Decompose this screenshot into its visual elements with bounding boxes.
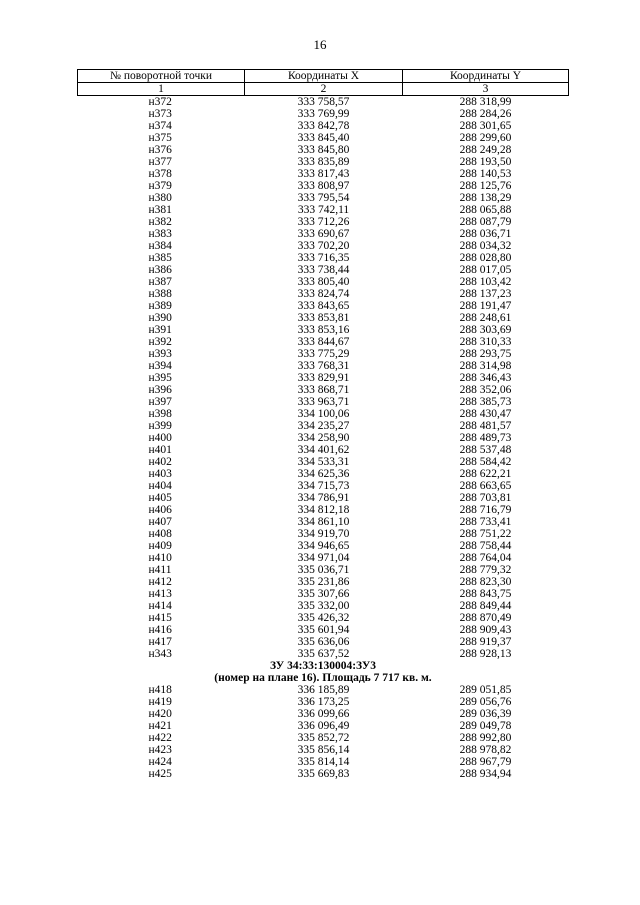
coordinate-x-cell: 333 853,16 <box>297 324 350 336</box>
coordinate-y-cell: 288 137,23 <box>459 288 512 300</box>
point-number-cell: н421 <box>148 720 172 732</box>
coordinate-y-cell: 288 249,28 <box>459 144 512 156</box>
coordinate-y-cell: 288 716,79 <box>459 504 512 516</box>
coordinate-y-cell: 288 103,42 <box>459 276 512 288</box>
point-number-cell: н404 <box>148 480 172 492</box>
table-row <box>78 420 569 432</box>
table-row <box>78 336 569 348</box>
point-number-cell: н378 <box>148 168 172 180</box>
coordinate-x-cell: 333 817,43 <box>297 168 350 180</box>
coordinate-y-cell: 288 537,48 <box>459 444 512 456</box>
table-row <box>78 168 569 180</box>
coordinate-x-cell: 333 844,67 <box>297 336 350 348</box>
coordinate-x-cell: 333 716,35 <box>297 252 350 264</box>
point-number-cell: н411 <box>148 564 172 576</box>
point-number-cell: н409 <box>148 540 172 552</box>
coordinate-x-cell: 335 332,00 <box>297 600 350 612</box>
section-title-row <box>78 660 569 672</box>
point-number-cell: н380 <box>148 192 172 204</box>
coordinate-x-cell: 335 601,94 <box>297 624 350 636</box>
point-number-cell: н343 <box>148 648 172 660</box>
point-number-cell: н403 <box>148 468 172 480</box>
coordinate-x-cell: 335 669,83 <box>297 768 350 780</box>
coordinate-y-cell: 288 992,80 <box>459 732 512 744</box>
point-number-cell: н395 <box>148 372 172 384</box>
coordinate-x-cell: 334 919,70 <box>297 528 350 540</box>
table-row <box>78 648 569 660</box>
table-row <box>78 252 569 264</box>
coordinate-x-cell: 334 715,73 <box>297 480 350 492</box>
table-row <box>78 312 569 324</box>
coordinate-x-cell: 334 625,36 <box>297 468 350 480</box>
coordinate-x-cell: 333 795,54 <box>297 192 350 204</box>
table-row <box>78 480 569 492</box>
coordinate-x-cell: 335 852,72 <box>297 732 350 744</box>
point-number-cell: н407 <box>148 516 172 528</box>
table-body-part2 <box>78 684 569 780</box>
coordinate-y-cell: 288 065,88 <box>459 204 512 216</box>
coordinate-x-cell: 333 769,99 <box>297 108 350 120</box>
coordinate-x-cell: 333 712,26 <box>297 216 350 228</box>
coordinate-x-cell: 334 235,27 <box>297 420 350 432</box>
table-row <box>78 612 569 624</box>
point-number-cell: н375 <box>148 132 172 144</box>
coordinate-x-cell: 333 824,74 <box>297 288 350 300</box>
coordinate-x-cell: 336 185,89 <box>297 684 350 696</box>
point-number-cell: н412 <box>148 576 172 588</box>
coordinate-y-cell: 288 318,99 <box>459 96 512 108</box>
coordinate-y-cell: 288 138,29 <box>459 192 512 204</box>
coordinate-y-cell: 288 764,04 <box>459 552 512 564</box>
table-row <box>78 96 569 109</box>
coordinate-x-cell: 333 768,31 <box>297 360 350 372</box>
coordinate-x-cell: 333 702,20 <box>297 240 350 252</box>
point-number-cell: н391 <box>148 324 172 336</box>
table-row <box>78 180 569 192</box>
coordinate-x-cell: 335 814,14 <box>297 756 350 768</box>
point-number-cell: н401 <box>148 444 172 456</box>
coordinate-y-cell: 288 299,60 <box>459 132 512 144</box>
coordinate-y-cell: 288 140,53 <box>459 168 512 180</box>
table-row <box>78 156 569 168</box>
table-row <box>78 408 569 420</box>
coordinate-y-cell: 288 481,57 <box>459 420 512 432</box>
header-point-number: № поворотной точки <box>78 70 245 83</box>
point-number-cell: н422 <box>148 732 172 744</box>
table-row <box>78 144 569 156</box>
table-row <box>78 228 569 240</box>
column-number: 3 <box>403 83 569 96</box>
table-row <box>78 372 569 384</box>
coordinate-y-cell: 288 489,73 <box>459 432 512 444</box>
coordinate-y-cell: 288 779,32 <box>459 564 512 576</box>
table-row <box>78 564 569 576</box>
coordinate-x-cell: 334 971,04 <box>297 552 350 564</box>
coordinate-x-cell: 333 775,29 <box>297 348 350 360</box>
coordinate-x-cell: 333 690,67 <box>297 228 350 240</box>
coordinate-y-cell: 288 928,13 <box>459 648 512 660</box>
point-number-cell: н383 <box>148 228 172 240</box>
table-row <box>78 504 569 516</box>
table-row <box>78 696 569 708</box>
table-row <box>78 276 569 288</box>
coordinate-x-cell: 335 307,66 <box>297 588 350 600</box>
point-number-cell: н397 <box>148 396 172 408</box>
coordinate-y-cell: 288 758,44 <box>459 540 512 552</box>
coordinate-x-cell: 335 231,86 <box>297 576 350 588</box>
point-number-cell: н396 <box>148 384 172 396</box>
coordinate-x-cell: 333 963,71 <box>297 396 350 408</box>
coordinate-y-cell: 288 087,79 <box>459 216 512 228</box>
table-row <box>78 708 569 720</box>
coordinate-x-cell: 334 786,91 <box>297 492 350 504</box>
coordinate-x-cell: 335 036,71 <box>297 564 350 576</box>
table-row <box>78 588 569 600</box>
coordinate-y-cell: 288 125,76 <box>459 180 512 192</box>
table-row <box>78 444 569 456</box>
table-row <box>78 756 569 768</box>
point-number-cell: н372 <box>148 96 172 108</box>
point-number-cell: н377 <box>148 156 172 168</box>
coordinate-x-cell: 333 829,91 <box>297 372 350 384</box>
table-row <box>78 552 569 564</box>
point-number-cell: н394 <box>148 360 172 372</box>
coordinate-y-cell: 288 284,26 <box>459 108 512 120</box>
table-row <box>78 720 569 732</box>
table-row <box>78 468 569 480</box>
table-row <box>78 216 569 228</box>
point-number-cell: н420 <box>148 708 172 720</box>
coordinate-y-cell: 288 352,06 <box>459 384 512 396</box>
coordinate-y-cell: 288 978,82 <box>459 744 512 756</box>
coordinate-x-cell: 333 843,65 <box>297 300 350 312</box>
table-row <box>78 192 569 204</box>
point-number-cell: н413 <box>148 588 172 600</box>
table-row <box>78 396 569 408</box>
coordinate-y-cell: 288 584,42 <box>459 456 512 468</box>
section-subtitle-row <box>78 672 569 684</box>
table-row <box>78 516 569 528</box>
coordinate-y-cell: 288 751,22 <box>459 528 512 540</box>
point-number-cell: н376 <box>148 144 172 156</box>
coordinate-x-cell: 334 100,06 <box>297 408 350 420</box>
header-coordinate-y: Координаты Y <box>403 70 569 83</box>
coordinate-x-cell: 333 845,40 <box>297 132 350 144</box>
coordinate-y-cell: 288 849,44 <box>459 600 512 612</box>
coordinate-y-cell: 288 293,75 <box>459 348 512 360</box>
table-row <box>78 768 569 780</box>
table-row <box>78 360 569 372</box>
coordinate-y-cell: 288 430,47 <box>459 408 512 420</box>
coordinate-y-cell: 288 663,65 <box>459 480 512 492</box>
point-number-cell: н374 <box>148 120 172 132</box>
coordinate-x-cell: 334 401,62 <box>297 444 350 456</box>
table-row <box>78 576 569 588</box>
coordinate-y-cell: 288 193,50 <box>459 156 512 168</box>
table-row <box>78 240 569 252</box>
point-number-cell: н414 <box>148 600 172 612</box>
section-header <box>78 660 569 684</box>
coordinate-x-cell: 334 258,90 <box>297 432 350 444</box>
coordinate-x-cell: 334 946,65 <box>297 540 350 552</box>
table-row <box>78 300 569 312</box>
table-row <box>78 132 569 144</box>
section-subtitle: (номер на плане 16). Площадь 7 717 кв. м. <box>214 672 432 684</box>
coordinate-x-cell: 333 738,44 <box>297 264 350 276</box>
header-row <box>78 70 569 83</box>
coordinate-y-cell: 288 314,98 <box>459 360 512 372</box>
coordinate-y-cell: 288 346,43 <box>459 372 512 384</box>
coordinate-x-cell: 333 805,40 <box>297 276 350 288</box>
coordinate-y-cell: 288 191,47 <box>459 300 512 312</box>
point-number-cell: н423 <box>148 744 172 756</box>
coordinate-y-cell: 289 051,85 <box>459 684 512 696</box>
point-number-cell: н417 <box>148 636 172 648</box>
coordinate-y-cell: 288 303,69 <box>459 324 512 336</box>
point-number-cell: н416 <box>148 624 172 636</box>
table-row <box>78 600 569 612</box>
point-number-cell: н389 <box>148 300 172 312</box>
table-row <box>78 384 569 396</box>
point-number-cell: н385 <box>148 252 172 264</box>
point-number-cell: н408 <box>148 528 172 540</box>
point-number-cell: н418 <box>148 684 172 696</box>
coordinate-y-cell: 288 703,81 <box>459 492 512 504</box>
table-row <box>78 324 569 336</box>
table-row <box>78 732 569 744</box>
column-number: 2 <box>245 83 403 96</box>
point-number-cell: н410 <box>148 552 172 564</box>
point-number-cell: н379 <box>148 180 172 192</box>
coordinate-x-cell: 335 856,14 <box>297 744 350 756</box>
table-row <box>78 528 569 540</box>
point-number-cell: н398 <box>148 408 172 420</box>
table-row <box>78 624 569 636</box>
coordinate-y-cell: 289 049,78 <box>459 720 512 732</box>
coordinate-x-cell: 333 842,78 <box>297 120 350 132</box>
coordinate-y-cell: 288 934,94 <box>459 768 512 780</box>
coordinate-x-cell: 334 812,18 <box>297 504 350 516</box>
coordinate-x-cell: 333 808,97 <box>297 180 350 192</box>
point-number-cell: н384 <box>148 240 172 252</box>
coordinate-x-cell: 334 861,10 <box>297 516 350 528</box>
coordinate-x-cell: 335 637,52 <box>297 648 350 660</box>
coordinate-y-cell: 288 870,49 <box>459 612 512 624</box>
coordinate-y-cell: 288 310,33 <box>459 336 512 348</box>
table-row <box>78 540 569 552</box>
section-title: ЗУ 34:33:130004:ЗУ3 <box>269 660 377 672</box>
table-row <box>78 288 569 300</box>
column-number: 1 <box>78 83 245 96</box>
point-number-cell: н390 <box>148 312 172 324</box>
coordinate-x-cell: 336 173,25 <box>297 696 350 708</box>
point-number-cell: н382 <box>148 216 172 228</box>
coordinate-x-cell: 335 426,32 <box>297 612 350 624</box>
coordinate-y-cell: 288 909,43 <box>459 624 512 636</box>
coordinate-x-cell: 334 533,31 <box>297 456 350 468</box>
point-number-cell: н402 <box>148 456 172 468</box>
table-row <box>78 744 569 756</box>
point-number-cell: н381 <box>148 204 172 216</box>
table-row <box>78 636 569 648</box>
coordinate-x-cell: 333 853,81 <box>297 312 350 324</box>
coordinate-x-cell: 333 835,89 <box>297 156 350 168</box>
point-number-cell: н425 <box>148 768 172 780</box>
point-number-cell: н387 <box>148 276 172 288</box>
coordinate-x-cell: 333 845,80 <box>297 144 350 156</box>
coordinate-y-cell: 289 056,76 <box>459 696 512 708</box>
table-row <box>78 348 569 360</box>
coordinate-y-cell: 288 823,30 <box>459 576 512 588</box>
point-number-cell: н373 <box>148 108 172 120</box>
coordinate-y-cell: 288 622,21 <box>459 468 512 480</box>
point-number-cell: н424 <box>148 756 172 768</box>
coordinate-y-cell: 288 919,37 <box>459 636 512 648</box>
coordinate-y-cell: 288 733,41 <box>459 516 512 528</box>
coordinate-x-cell: 333 868,71 <box>297 384 350 396</box>
coordinate-y-cell: 288 034,32 <box>459 240 512 252</box>
point-number-cell: н415 <box>148 612 172 624</box>
point-number-cell: н419 <box>148 696 172 708</box>
coordinate-y-cell: 288 301,65 <box>459 120 512 132</box>
page-number: 16 <box>313 37 327 52</box>
coordinate-x-cell: 333 758,57 <box>297 96 350 108</box>
coordinate-y-cell: 288 028,80 <box>459 252 512 264</box>
table-row <box>78 204 569 216</box>
coordinate-y-cell: 289 036,39 <box>459 708 512 720</box>
coordinate-y-cell: 288 036,71 <box>459 228 512 240</box>
column-number-row <box>78 83 569 96</box>
table-body-part1 <box>78 96 569 661</box>
point-number-cell: н400 <box>148 432 172 444</box>
table-row <box>78 432 569 444</box>
coordinate-x-cell: 335 636,06 <box>297 636 350 648</box>
coordinate-x-cell: 336 099,66 <box>297 708 350 720</box>
point-number-cell: н393 <box>148 348 172 360</box>
table-row <box>78 684 569 696</box>
coordinate-x-cell: 333 742,11 <box>297 204 350 216</box>
table-row <box>78 120 569 132</box>
header-coordinate-x: Координаты X <box>245 70 403 83</box>
point-number-cell: н405 <box>148 492 172 504</box>
point-number-cell: н406 <box>148 504 172 516</box>
point-number-cell: н392 <box>148 336 172 348</box>
coordinate-y-cell: 288 017,05 <box>459 264 512 276</box>
coordinates-table <box>77 69 569 780</box>
point-number-cell: н388 <box>148 288 172 300</box>
coordinate-y-cell: 288 385,73 <box>459 396 512 408</box>
table-row <box>78 492 569 504</box>
table-row <box>78 264 569 276</box>
table-row <box>78 108 569 120</box>
coordinate-y-cell: 288 248,61 <box>459 312 512 324</box>
point-number-cell: н399 <box>148 420 172 432</box>
coordinate-y-cell: 288 843,75 <box>459 588 512 600</box>
point-number-cell: н386 <box>148 264 172 276</box>
coordinate-x-cell: 336 096,49 <box>297 720 350 732</box>
table-row <box>78 456 569 468</box>
coordinate-y-cell: 288 967,79 <box>459 756 512 768</box>
